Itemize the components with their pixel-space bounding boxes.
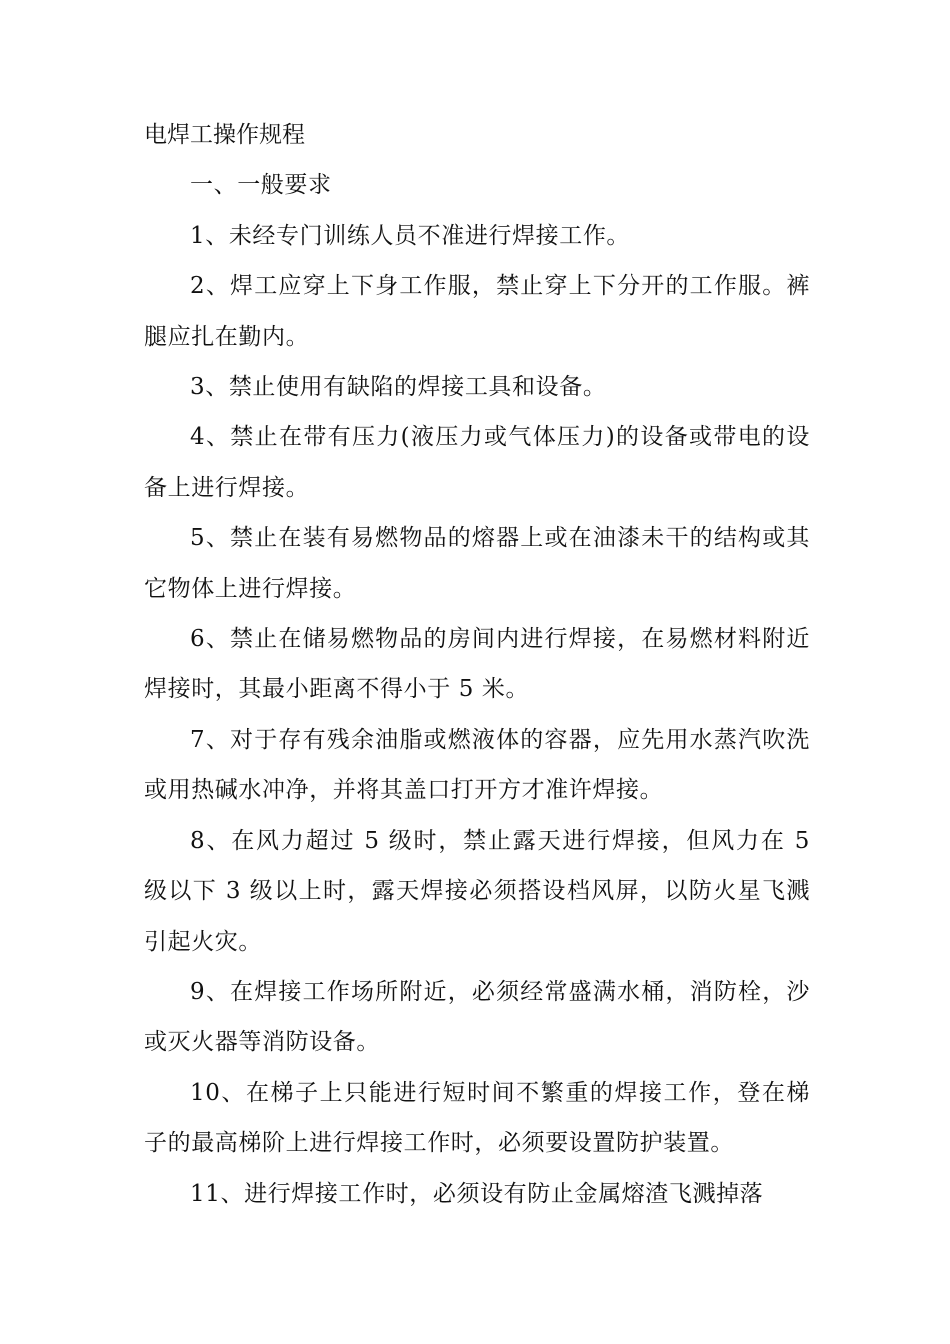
rule-item-7: 7、对于存有残余油脂或燃液体的容器，应先用水蒸汽吹洗或用热碱水冲净，并将其盖口打开方才准许焊接。 [144,726,810,804]
rule-item-3: 3、禁止使用有缺陷的焊接工具和设备。 [190,374,607,401]
rule-item-8: 8、在风力超过 5 级时，禁止露天进行焊接，但风力在 5 级以下 3 级以上时，露天焊接必须搭设档风屏，以防火星飞溅引起火灾。 [144,827,810,955]
rule-item-2: 2、焊工应穿上下身工作服，禁止穿上下分开的工作服。裤腿应扎在勤内。 [144,273,810,350]
rule-item-5: 5、禁止在装有易燃物品的熔器上或在油漆未干的结构或其它物体上进行焊接。 [144,525,810,602]
rule-item-4: 4、禁止在带有压力(液压力或气体压力)的设备或带电的设备上进行焊接。 [144,424,810,501]
document-title: 电焊工操作规程 [144,122,305,148]
rule-item-9: 9、在焊接工作场所附近，必须经常盛满水桶，消防栓，沙或灭火器等消防设备。 [144,978,810,1056]
rule-item-10: 10、在梯子上只能进行短时间不繁重的焊接工作，登在梯子的最高梯阶上进行焊接工作时，必须要设置防护装置。 [144,1079,810,1157]
rule-item-1: 1、未经专门训练人员不准进行焊接工作。 [190,222,631,249]
section-heading: 一、一般要求 [190,172,332,199]
rule-item-11: 11、进行焊接工作时，必须设有防止金属熔渣飞溅掉落 [190,1180,764,1207]
document-body [144,110,810,1219]
rule-item-6: 6、禁止在储易燃物品的房间内进行焊接，在易燃材料附近焊接时，其最小距离不得小于 5 米。 [144,626,810,703]
